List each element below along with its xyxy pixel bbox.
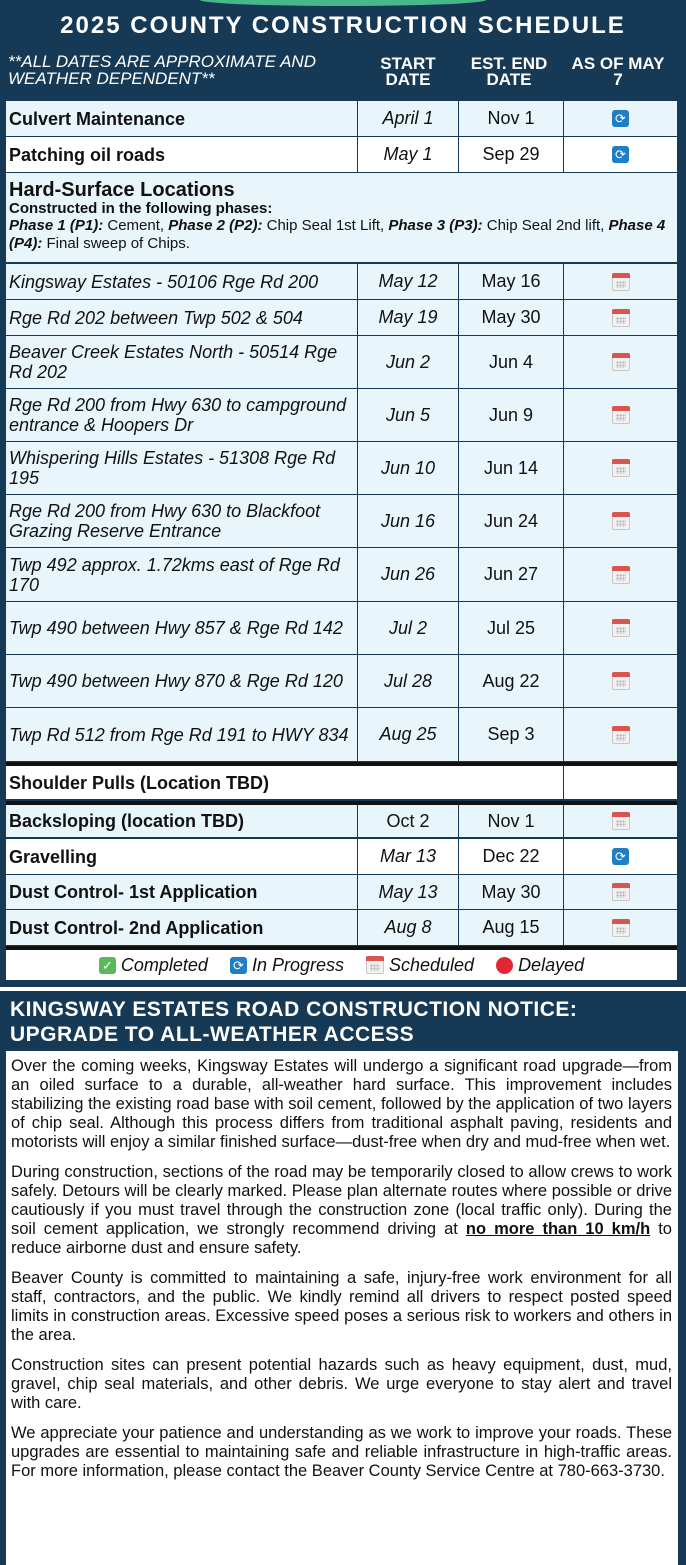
table-row	[6, 389, 677, 442]
table-row	[6, 708, 677, 762]
phase-4-text: Final sweep of Chips.	[42, 235, 190, 252]
calendar-icon	[612, 353, 630, 371]
legend-in-progress	[230, 955, 344, 976]
row-status	[563, 101, 677, 136]
phase-3-label: Phase 3 (P3):	[388, 217, 483, 234]
row-start-date: Jun 26	[357, 548, 458, 601]
table-row	[6, 264, 677, 300]
table-row	[6, 602, 677, 655]
row-name: Beaver Creek Estates North - 50514 Rge Rd 202	[9, 342, 338, 382]
row-status	[563, 839, 677, 874]
row-name: Twp Rd 512 from Rge Rd 191 to HWY 834	[9, 724, 349, 745]
row-name: Backsloping (location TBD)	[9, 811, 245, 831]
header-arc-decoration	[200, 0, 486, 6]
row-name: Twp 490 between Hwy 870 & Rge Rd 120	[9, 671, 343, 691]
notice-body	[6, 1051, 678, 1565]
phase-4-label: Phase 4 (P4):	[9, 217, 666, 252]
row-end-date: Jul 25	[458, 602, 563, 654]
legend-label: Completed	[120, 954, 208, 975]
row-name: Whispering Hills Estates - 51308 Rge Rd 195	[9, 448, 336, 488]
row-status	[563, 137, 677, 172]
row-end-date: Nov 1	[458, 805, 563, 837]
row-start-date: May 19	[357, 300, 458, 335]
calendar-icon	[612, 566, 630, 584]
table-row	[6, 910, 677, 946]
row-end-date: Dec 22	[458, 839, 563, 874]
legend-label: Scheduled	[388, 954, 475, 975]
row-status	[563, 805, 677, 837]
schedule-title: 2025 COUNTY CONSTRUCTION SCHEDULE	[60, 12, 626, 39]
table-row	[6, 101, 677, 137]
row-status	[563, 548, 677, 601]
row-name: Rge Rd 202 between Twp 502 & 504	[9, 307, 303, 328]
calendar-icon	[612, 309, 630, 327]
notice-title: KINGSWAY ESTATES ROAD CONSTRUCTION NOTICE: UPGRADE TO ALL-WEATHER ACCESS	[10, 998, 578, 1046]
row-status	[563, 442, 677, 494]
calendar-icon	[612, 672, 630, 690]
calendar-icon	[612, 883, 630, 901]
column-header-as-of: AS OF MAY 7	[571, 54, 665, 89]
row-end-date: Sep 3	[458, 708, 563, 761]
notice-paragraph-1: Over the coming weeks, Kingsway Estates will undergo a significant road upgrade—from an oiled surface to a durable, all-weather hard surface. This improvement includes stabilizing the existing road base with soil cement, followed by the application of two layers of chip seal. Although this process differs from traditional asphalt paving, residents and motorists will enjoy a similar finished surface—dust-free when dry and mud-free when wet.	[11, 1057, 672, 1151]
notice-paragraph-5: We appreciate your patience and understanding as we work to improve your roads. These upgrades are essential to maintaining safe and reliable infrastructure in high-traffic areas. For more information, please contact the Beaver County Service Centre at 780-663-3730.	[11, 1424, 672, 1480]
row-name: Kingsway Estates - 50106 Rge Rd 200	[9, 271, 319, 292]
notice-paragraph-4: Construction sites can present potential hazards such as heavy equipment, dust, mud, gravel, chip seal materials, and other debris. We urge everyone to stay alert and travel with care.	[11, 1356, 672, 1412]
refresh-icon: ⟳	[612, 848, 629, 865]
row-start-date: Oct 2	[357, 805, 458, 837]
table-row	[6, 137, 677, 173]
row-end-date: Nov 1	[458, 101, 563, 136]
table-row	[6, 839, 677, 875]
notice-paragraph-2	[11, 1163, 672, 1258]
row-name: Culvert Maintenance	[9, 108, 186, 129]
row-start-date: Jun 2	[357, 336, 458, 388]
refresh-icon: ⟳	[230, 957, 247, 974]
row-name: Twp 490 between Hwy 857 & Rge Rd 142	[9, 618, 343, 638]
column-header-end: EST. END DATE	[470, 54, 548, 89]
row-name: Patching oil roads	[9, 144, 166, 165]
row-end-date: Jun 27	[458, 548, 563, 601]
row-start-date: May 1	[357, 137, 458, 172]
speed-limit-emphasis: no more than 10 km/h	[465, 1220, 651, 1238]
row-status	[563, 655, 677, 707]
row-start-date: April 1	[357, 101, 458, 136]
legend-label: Delayed	[518, 954, 585, 975]
legend-label: In Progress	[251, 954, 344, 975]
notice-paragraph-3: Beaver County is committed to maintaining a safe, injury-free work environment for all staff, contractors, and the public. We kindly remind all drivers to respect posted speed limits in construction areas. Excessive speed poses a serious risk to workers and others in the area.	[11, 1269, 672, 1344]
calendar-icon	[612, 919, 630, 937]
row-end-date: Sep 29	[458, 137, 563, 172]
disclaimer-note: **ALL DATES ARE APPROXIMATE AND WEATHER DEPENDENT**	[8, 52, 316, 88]
calendar-icon	[612, 273, 630, 291]
legend-completed	[99, 955, 208, 976]
table-row	[6, 495, 677, 548]
table-row	[6, 336, 677, 389]
row-start-date: Jul 2	[357, 602, 458, 654]
row-status	[563, 495, 677, 547]
row-start-date: Jun 10	[357, 442, 458, 494]
legend-scheduled	[366, 955, 474, 976]
row-start-date: Aug 25	[357, 708, 458, 761]
table-row	[6, 442, 677, 495]
calendar-icon	[612, 459, 630, 477]
table-row	[6, 801, 677, 838]
row-end-date: Jun 9	[458, 389, 563, 441]
row-status	[563, 300, 677, 335]
row-start-date: Aug 8	[357, 910, 458, 945]
refresh-icon: ⟳	[612, 146, 629, 163]
refresh-icon: ⟳	[612, 110, 629, 127]
row-start-date: Jun 16	[357, 495, 458, 547]
phase-description	[9, 217, 674, 253]
row-status	[563, 766, 677, 799]
row-end-date: May 30	[458, 875, 563, 909]
legend-delayed	[496, 955, 584, 976]
table-row	[6, 655, 677, 708]
construction-notice	[0, 991, 686, 1565]
row-end-date: May 16	[458, 264, 563, 299]
row-start-date: May 12	[357, 264, 458, 299]
row-start-date: Mar 13	[357, 839, 458, 874]
row-end-date: May 30	[458, 300, 563, 335]
phase-3-text: Chip Seal 2nd lift,	[482, 217, 609, 234]
phase-2-text: Chip Seal 1st Lift,	[262, 217, 389, 234]
row-end-date: Aug 15	[458, 910, 563, 945]
row-start-date: Jul 28	[357, 655, 458, 707]
row-name: Rge Rd 200 from Hwy 630 to Blackfoot Grazing Reserve Entrance	[9, 501, 321, 541]
row-start-date: Jun 5	[357, 389, 458, 441]
row-status	[563, 708, 677, 761]
row-status	[563, 602, 677, 654]
status-legend	[6, 946, 677, 980]
row-name: Rge Rd 200 from Hwy 630 to campground entrance & Hoopers Dr	[9, 395, 347, 435]
row-start-date: May 13	[357, 875, 458, 909]
column-header-start: START DATE	[380, 54, 436, 89]
calendar-icon	[612, 619, 630, 637]
red-dot-icon	[496, 957, 513, 974]
table-row	[6, 300, 677, 336]
row-status	[563, 875, 677, 909]
calendar-icon	[366, 956, 384, 974]
row-end-date: Jun 24	[458, 495, 563, 547]
row-name: Dust Control- 1st Application	[9, 882, 258, 902]
row-end-date: Jun 14	[458, 442, 563, 494]
row-status	[563, 910, 677, 945]
row-status	[563, 389, 677, 441]
row-end-date: Jun 4	[458, 336, 563, 388]
calendar-icon	[612, 406, 630, 424]
row-name: Dust Control- 2nd Application	[9, 917, 264, 938]
row-name: Gravelling	[9, 846, 98, 867]
phase-2-label: Phase 2 (P2):	[168, 217, 263, 234]
section-subtitle: Constructed in the following phases:	[9, 200, 273, 217]
table-row	[6, 875, 677, 910]
hard-surface-section-header	[6, 173, 677, 263]
row-status	[563, 264, 677, 299]
check-box-icon: ✓	[99, 957, 116, 974]
table-row-shoulder-pulls	[6, 762, 677, 800]
phase-1-label: Phase 1 (P1):	[9, 217, 104, 234]
notice-paragraph-2-a: During construction, sections of the road may be temporarily closed to allow crews to work safely. Detours will be clearly marked. Please plan alternate routes where possible or drive cautiously if you must travel through the construction zone (local traffic only). During the soil cement application, we strongly recommend driving at	[11, 1163, 672, 1238]
notice-paragraph-2-c: to reduce airborne dust and ensure safety.	[11, 1220, 672, 1257]
section-title: Hard-Surface Locations	[9, 179, 235, 201]
calendar-icon	[612, 512, 630, 530]
row-name: Twp 492 approx. 1.72kms east of Rge Rd 170	[9, 554, 340, 595]
calendar-icon	[612, 812, 630, 830]
row-name: Shoulder Pulls (Location TBD)	[9, 772, 269, 793]
table-row	[6, 548, 677, 602]
calendar-icon	[612, 726, 630, 744]
phase-1-text: Cement,	[103, 217, 169, 234]
row-end-date: Aug 22	[458, 655, 563, 707]
row-status	[563, 336, 677, 388]
